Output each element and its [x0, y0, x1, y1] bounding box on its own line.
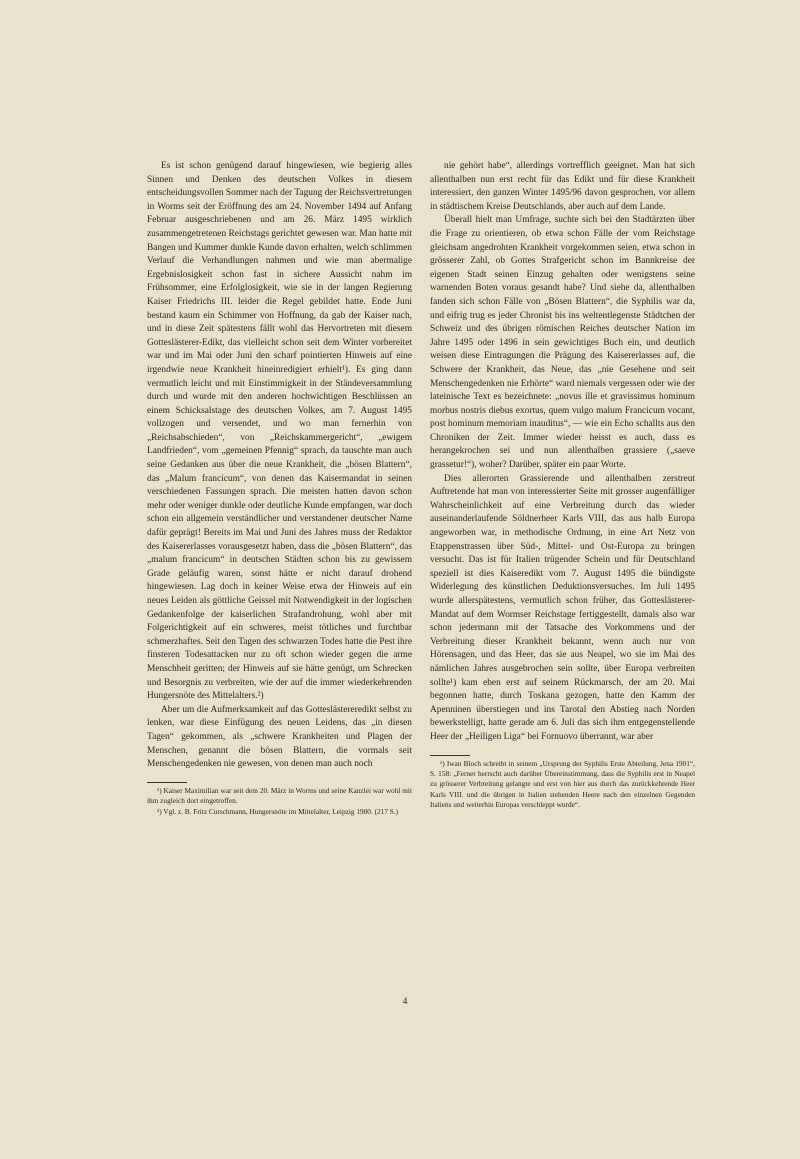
page-number: 4	[402, 997, 408, 1007]
left-footnote-2: ²) Vgl. z. B. Fritz Curschmann, Hungersnöte im Mittelalter, Leipzig 1900. (217 S.)	[157, 806, 399, 816]
right-column	[430, 160, 695, 811]
footnote-rule	[147, 782, 187, 783]
footnote-rule	[430, 755, 470, 756]
left-footnote-1: ¹) Kaiser Maximilian war seit dem 20. März in Worms und seine Kanzlei war wohl mit ihm zugleich dort eingetroffen.	[147, 785, 412, 806]
right-paragraph-2: Überall hielt man Umfrage, suchte sich bei den Stadtärzten über die Frage zu orientieren, ob etwa schon Fälle der vom Reichstage gleichsam angedrohten Krankheit vorgekommen seien, etwa schon in grösserer Zahl, ob Gottes Strafgericht schon im Bannkreise der eigenen Stadt seinen Einzug gehalten oder wenigstens seine warnenden Boten voraus gesandt habe? Und siehe da, allenthalben fanden sich schon Fälle von „Bösen Blattern“, die Syphilis war da, und eifrig trug es jeder Chronist bis ins weltentlegenste Städtchen der Schweiz und des übrigen römischen Reiches deutscher Nation im Jahre 1495 oder 1496 in sein gewichtiges Buch ein, und deutlich weisen diese Eintragungen die Prägung des Kaisererlasses auf, die Schwere der Krankheit, das Neue, das „nie Gesehene und seit Menschengedenken nie Erhörte“ ward niemals vergessen oder wie der lateinische Text es bezeichnete: „novus ille et gravissimus hominum morbus nostris diebus exortus, quem vulgo malum Francicum vocant, post hominum memoriam inauditus“, — wie ein Echo schallts aus den Chroniken der Zeit. Immer wieder heisst es auch, dass es herangekrochen sei und nun allenthalben grassiere („saeve grassetur!“), woher? Darüber, später ein paar Worte.	[430, 215, 695, 471]
right-footnote-1: ¹) Iwan Bloch schreibt in seinem „Ursprung der Syphilis Erste Abteilung, Jena 1901“, S. 158: „Ferner herrscht auch darüber Übereinstimmung, dass die Syphilis erst in Neapel zu grösserer Verbreitung gelangte und erst von hier aus durch das zurückkehrende Heer Karls VIII. und die übrigen in Italien stehenden Heere nach den einzelnen Gegenden Italiens und weiterhin Europas verschleppt wurde“.	[430, 758, 695, 810]
right-paragraph-3: Dies allerorten Grassierende und allenthalben zerstreut Auftretende hat man von interessierter Seite mit grosser augenfälliger Wahrscheinlichkeit auf eine Verbreitung durch das wieder auseinanderlaufende Söldnerheer Karls VIII, das aus halb Europa angeworben war, in methodische Ordnung, in eine Art Netz von Etappenstrassen über Süd-, Mittel- und Ost-Europa zu bringen versucht. Das ist für Italien trügender Schein und für Deutschland speziell ist dies Kaiseredikt vom 7. August 1495 die bündigste Widerlegung des künstlichen Deduktionsversuches. Im Juli 1495 wurde allerspätestens, vermutlich schon früher, das Gotteslästerer-Mandat auf dem Wormser Reichstage fertiggestellt, damals also war schon jedermann mit der Tatsache des Vorkommens und der Verbreitung dieser Krankheit bekannt, wenn auch nur von Hörensagen, und das Heer, das sie aus Neapel, wo sie im Mai des nämlichen Jahres ausgebrochen sein sollte, über Europa verbreiten sollte¹) kam eben erst auf seinem Rückmarsch, der am 20. Mai begonnen hatte, durch Toskana gezogen, hatte den Kamm der Apenninen überstiegen und ins Tarotal den Abstieg nach Norden bewerkstelligt, hatte gerade am 6. Juli das sich ihm entgegenstellende Heer der „Heiligen Liga“ bei Fornuovo überrannt, war aber	[430, 473, 695, 742]
right-paragraph-1: nie gehört habe“, allerdings vortrefflich geeignet. Man hat sich allenthalben nun erst recht für das Edikt und für diese Krankheit interessiert, den ganzen Winter 1495/96 davon gesprochen, vor allem in städtischem Kreise Deutschlands, aber auch auf dem Lande.	[430, 161, 695, 212]
left-paragraph-2: Aber um die Aufmerksamkeit auf das Gotteslästereredikt selbst zu lenken, war diese Einfügung des neuen Leidens, das „in diesen Tagen“ gekommen, als „schwere Krankheiten und Plagen der Menschen, genannt die bösen Blattern, die vormals seit Menschengedenken nie gewesen, von denen man auch noch	[147, 704, 412, 770]
left-column	[147, 160, 412, 817]
left-paragraph-1: Es ist schon genügend darauf hingewiesen, wie begierig alles Sinnen und Denken des deutschen Volkes in diesem entscheidungsvollen Sommer nach der Tagung der Reichsvertretungen in Worms seit der Eröffnung des am 24. November 1494 auf Anfang Februar ausgeschriebenen und am 26. März 1495 wirklich zusammengetretenen Reichstags gerichtet gewesen war. Man hatte mit Bangen und Kummer dunkle Kunde davon erhalten, welch schlimmen Verlauf die Verhandlungen nahmen und wie man abermalige Ergebnislosigkeit schon fast in sichere Aussicht nahm im Frühsommer, eine Erfolglosigkeit, wie sie in der langen Regierung Kaiser Friedrichs III. leider die Regel gebildet hatte. Ende Juni bestand kaum ein Schimmer von Hoffnung, da gab der Kaiser nach, und in diese Zeit spätestens fällt wohl das Hervortreten mit diesem Gotteslästerer-Edikt, das vielleicht schon seit dem Winter vorbereitet war und im Mai oder Juni den scharf pointierten Hinweis auf eine irgendwie neue Krankheit hineinredigiert erhielt¹). Es ging dann vermutlich leicht und mit Einstimmigkeit in der Ständeversammlung durch und wurde mit den anderen hochwichtigen Beschlüssen an einem Schicksalstage des deutschen Volkes, am 7. August 1495 vollzogen und versendet, und wo man fernerhin von „Reichsabschieden“, von „Reichskammergericht“, „ewigem Landfrieden“, vom „gemeinen Pfennig“ sprach, da tauschte man auch seine Gedanken aus über die neue Krankheit, die „bösen Blattern“, das „Malum francicum“, von denen das Kaisermandat in seinen verschiedenen Fassungen sprach. Die meisten hatten davon schon mehr oder weniger dunkle oder deutliche Kunde empfangen, war doch schon ein allgemein verständlicher und verstandener deutscher Name dafür geprägt! Bereits im Mai und Juni des Jahres muss der Redaktor des Kaisererlasses vorausgesetzt haben, dass die „bösen Blattern“, das „malum francicum“ in deutschen Städten schon bis zu gewissem Grade geläufig waren, sonst hätte er nicht darauf drohend hingewiesen. Lag doch in keiner Weise etwa der Hinweis auf ein neues Leiden als göttliche Geissel mit Notwendigkeit in der logischen Gedankenfolge der kaiserlichen Strafandrohung, wohl aber mit Folgerichtigkeit auf ein schweres, meist tötliches und furchtbar schmerzhaftes. Seit den Tagen des schwarzen Todes hatte die Pest ihre finsteren Todesattacken nur zu oft schon wieder gegen die arme Menschheit geritten; der Hinweis auf sie hätte genügt, um Schrecken und Besorgnis zu verbreiten, wie der auf die immer wiederkehrenden Hungersnöte des Mittelalters.²)	[147, 161, 413, 702]
